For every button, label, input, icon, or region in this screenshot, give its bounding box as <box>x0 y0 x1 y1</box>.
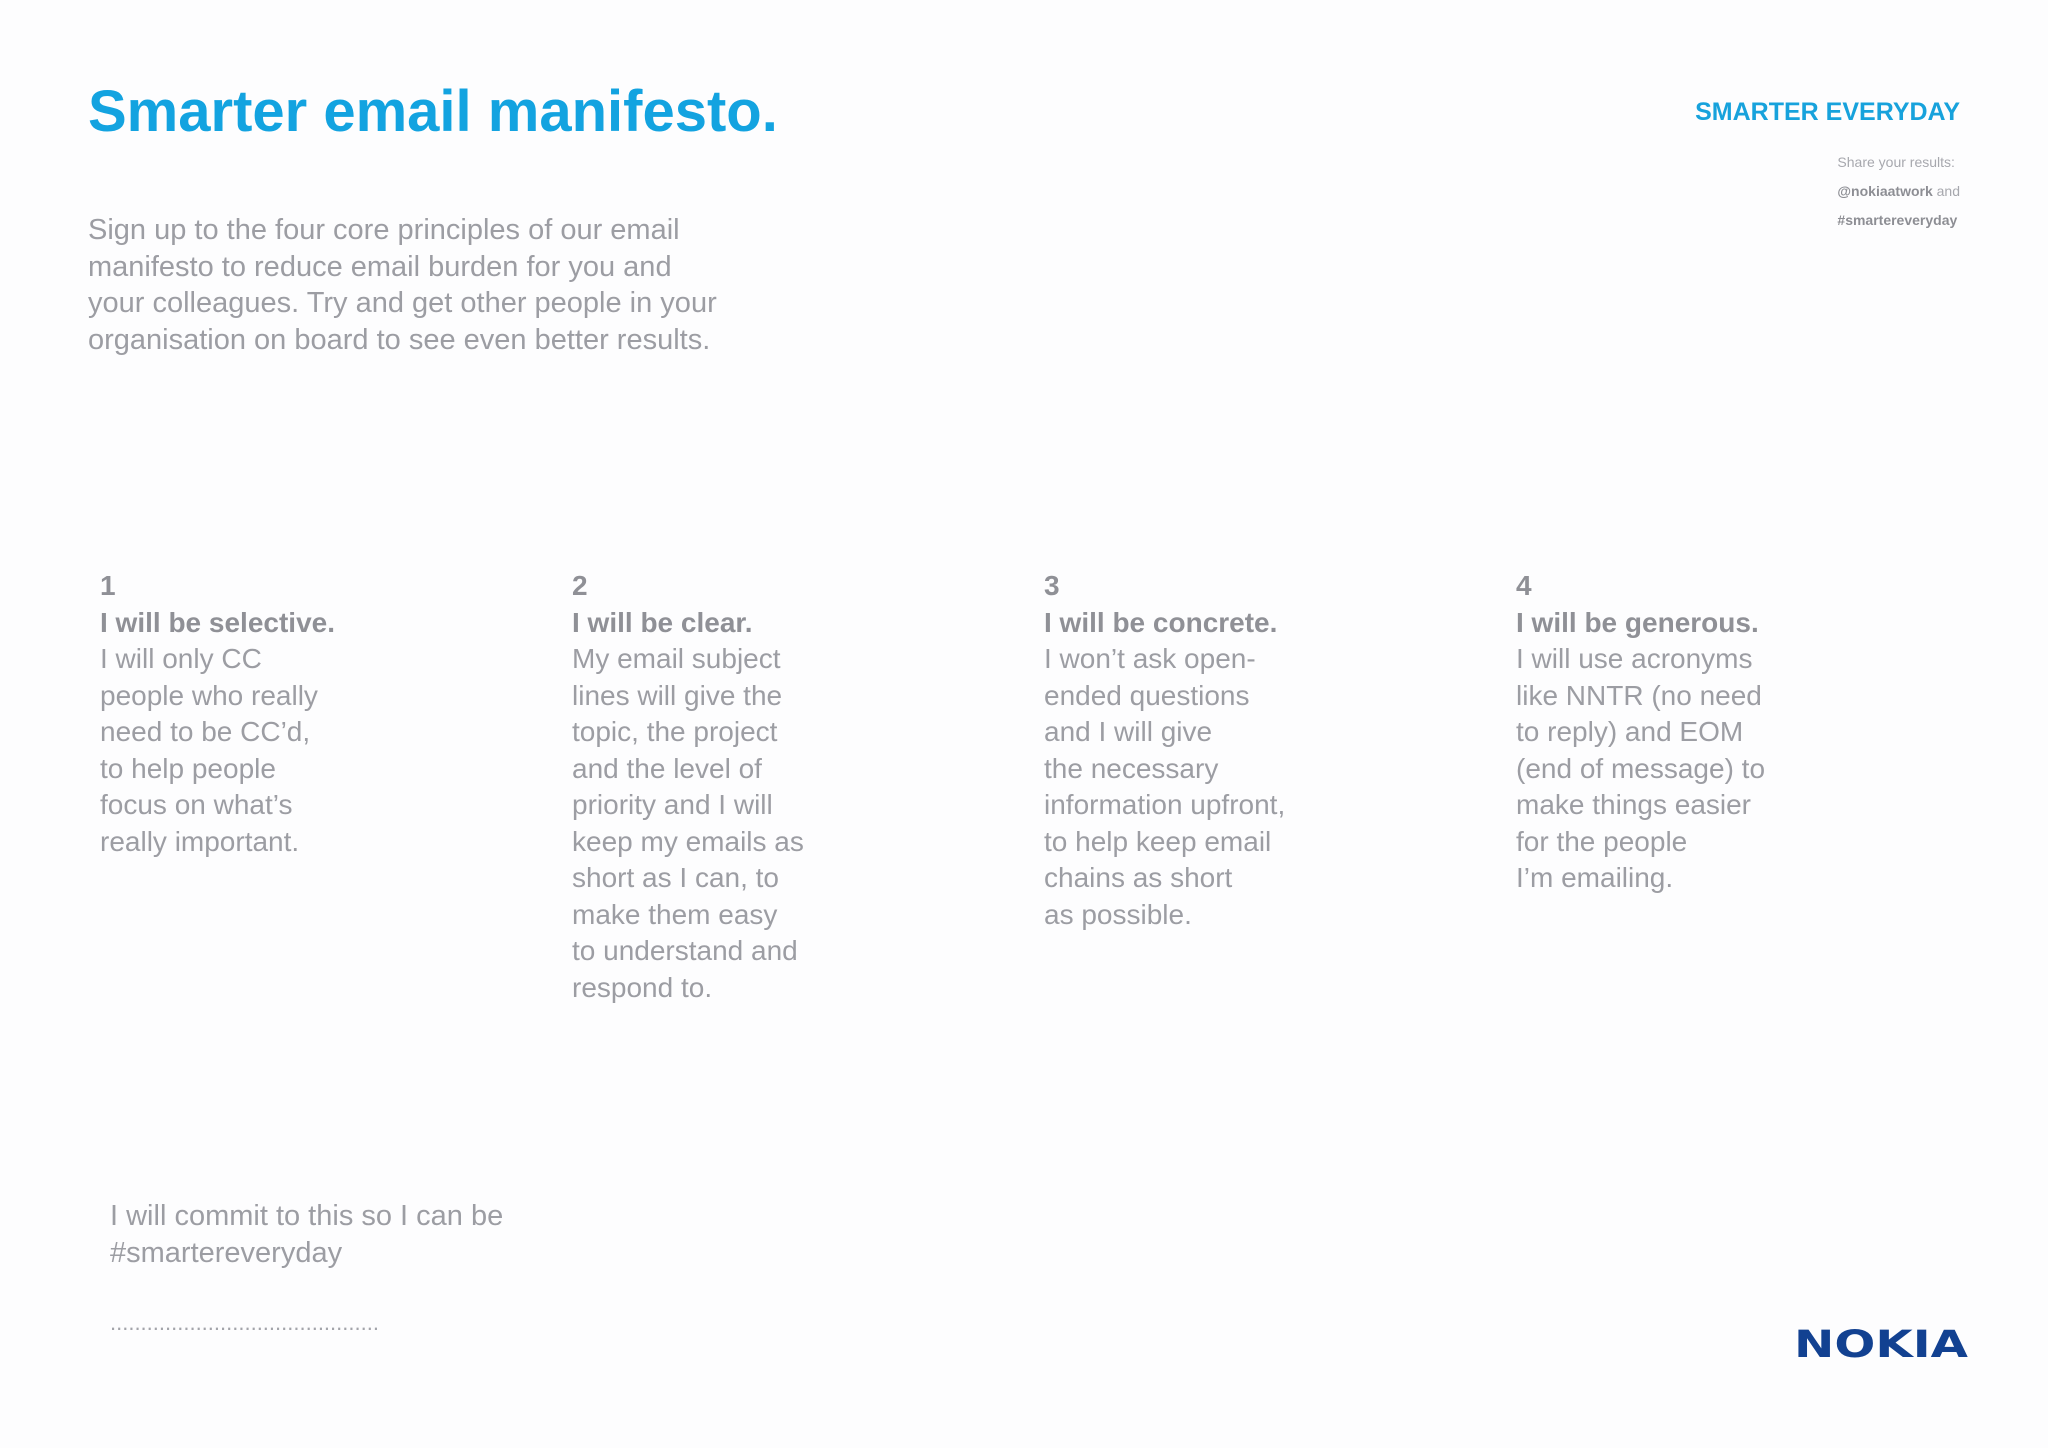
principle-heading: I will be selective. <box>100 606 336 638</box>
principle-body: I will only CC people who really need to be CC’d, to help people focus on what’s really important. <box>100 643 318 857</box>
intro-paragraph: Sign up to the four core principles of our email manifesto to reduce email burden for you and your colleagues. Try and get other people in your organisation on board to see even better results. <box>88 214 717 356</box>
nokia-logo-mark <box>1794 1326 1970 1360</box>
principle-heading: I will be concrete. <box>1044 606 1278 638</box>
share-label: Share your results: <box>1837 154 1955 170</box>
principle-number: 4 <box>1516 570 1532 601</box>
principle-heading: I will be generous. <box>1516 606 1759 638</box>
principle-number: 3 <box>1044 570 1060 601</box>
principle-body: My email subject lines will give the topic, the project and the level of priority and I will keep my emails as short as I can, to make them easy to understand and respond to. <box>572 643 804 1003</box>
share-hashtag: #smartereveryday <box>1837 212 1958 228</box>
page-title: Smarter email manifesto. <box>88 79 778 144</box>
share-block <box>1837 148 1960 235</box>
logo-wordmark: NOKIA <box>1794 1326 1969 1360</box>
share-handle-line <box>1837 177 1960 206</box>
share-connector: and <box>1936 183 1960 199</box>
principle-number: 1 <box>100 570 116 601</box>
commitment-text: I will commit to this so I can be #smartereveryday <box>110 1200 504 1269</box>
principle-body: I won’t ask open- ended questions and I will give the necessary information upfront, to help keep email chains as short as possible. <box>1044 643 1286 930</box>
principle-2 <box>572 568 902 1006</box>
principle-4 <box>1516 568 1846 897</box>
principle-3 <box>1044 568 1374 933</box>
signature-line[interactable]: ............................................ <box>110 1310 379 1335</box>
campaign-tag: SMARTER EVERYDAY <box>1695 98 1960 126</box>
principle-1 <box>100 568 430 860</box>
principle-body: I will use acronyms like NNTR (no need to reply) and EOM (end of message) to make things easier for the people I’m emailing. <box>1516 643 1766 893</box>
nokia-logo <box>1794 1326 1970 1365</box>
twitter-handle: @nokiaatwork <box>1837 183 1933 199</box>
principle-number: 2 <box>572 570 588 601</box>
principle-heading: I will be clear. <box>572 606 753 638</box>
